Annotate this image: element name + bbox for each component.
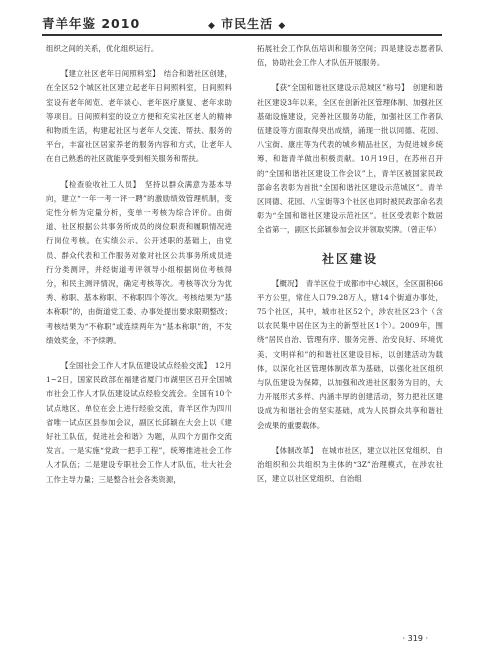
running-header bbox=[42, 12, 442, 36]
yearbook-title: 青羊年鉴 2010 bbox=[42, 16, 141, 31]
section-label: 市民生活 bbox=[221, 17, 274, 31]
article-harmonious-community-award: 【获“全国和谐社区建设示范城区”称号】 创建和谐社区建设3年以来，全区在创新社区管理体制、加强社区基础设施建设，完善社区服务功能，加强社区工作者队伍建设等方面取得突出成绩，涌现一批以同德、花园、八宝街、康庄等为代表的城乡精品社区，为促进城乡统筹、和谐青羊做出积极贡献。10月19日，在苏州召开的“全国和谐社区建设工作会议”上，青羊区被国家民政部命名表彰为首批“全国和谐社区建设示范城区”。青羊区同德、花园、八宝街等3个社区也同时被民政部命名表彰为“全国和谐社区建设示范社区”。社区受表彰个数居全省第一，副区长邱颖参加会议并领取奖牌。（曾正华） bbox=[257, 83, 443, 235]
left-column bbox=[46, 42, 232, 487]
article-social-worker-review: 【检查验收社工人员】 坚持以群众满意为基本导向，建立“一年一考一评一聘”的激励绩效管理机制，变定性分析为定量分析，变单一考核为综合评价。由街道、社区根据公共事务所成员的岗位职责和履职情况进行岗位考核。在实绩公示、公开述职的基础上，由党员、群众代表和工作服务对象对社区公共事务所成员进行分类测评，并经街道考评领导小组根据岗位考核得分，和民主测评情况，确定考核等次。考核等次分为优秀、称职、基本称职、不称职四个等次。考核结果为“基本称职”的，由街道党工委、办事处提出要求限期整改；考核结果为“不称职”或连续两年为“基本称职”的，不发绩效奖金，不予续聘。 bbox=[46, 179, 232, 345]
article-overview: 【概况】 青羊区位于成都市中心城区，全区面积66平方公里，常住人口79.28万人，辖14个街道办事处，75个社区，其中，城市社区52个，涉农社区23个（含以农民集中居住区为主的新型社区1个）。2009年，围绕“居民自治、管理有序、服务完善、治安良好、环境优美、文明祥和”的和谐社区建设目标，以创建活动为载体，以深化社区管理体制改革为基础，以强化社区组织与队伍建设为保障，以加强和改进社区服务为目的，大力开展形式多样、内涵丰厚的创建活动，努力把社区建设成为和谐社会的坚实基础，成为人民群众共享和谐社会成果的重要载体。 bbox=[257, 278, 443, 430]
article-elder-care: 【建立社区老年日间照料室】 结合和谐社区创建，在全区52个城区社区建立起老年日间照料室，日间照料室设有老年阅览、老年谈心、老年医疗康复、老年求助等项目。日间照料室的设立方便和充实社区老人的精神和物质生活，构建起社区与老年人交流、帮扶、服务的平台，丰富社区居家养老的服务内容和方式，让老年人在自己熟悉的社区就能享受到相关服务和帮扶。 bbox=[46, 69, 232, 164]
diamond-icon: ◆ bbox=[208, 21, 216, 31]
diamond-icon: ◆ bbox=[278, 21, 287, 31]
continued-paragraph: 拓展社会工作队伍培训和服务空间；四是建设志愿者队伍，协助社会工作人才队伍开展服务。 bbox=[257, 44, 443, 68]
continued-paragraph: 组织之间的关系，优化组织运行。 bbox=[46, 44, 159, 53]
article-social-work-exchange: 【全国社会工作人才队伍建设试点经验交流】 12月1~2日，国家民政部在福建省厦门市湖里区召开全国城市社会工作人才队伍建设试点经验交流会。全国有10个试点地区、单位在会上进行经验交流，青羊区作为四川省唯一试点区县参加会议，副区长邱颖在大会上以《建好社工队伍，促进社会和谐》为题，从四个方面作交流发言。一是实施“党政一把手工程”，统筹推进社会工作人才队伍；二是建设专职社会工作人才队伍，壮大社会工作主导力量；三是整合社会各类资源， bbox=[46, 361, 232, 484]
chapter-title: 社区建设 bbox=[321, 251, 378, 266]
section-title bbox=[208, 15, 286, 32]
right-column bbox=[257, 42, 443, 486]
article-system-reform: 【体制改革】 在城市社区，建立以社区党组织、自治组织和公共组织为主体的“3Z”治理模式，在涉农社区，建立以社区党组织、自治组 bbox=[257, 445, 443, 484]
page-number: · 319 · bbox=[402, 634, 428, 643]
